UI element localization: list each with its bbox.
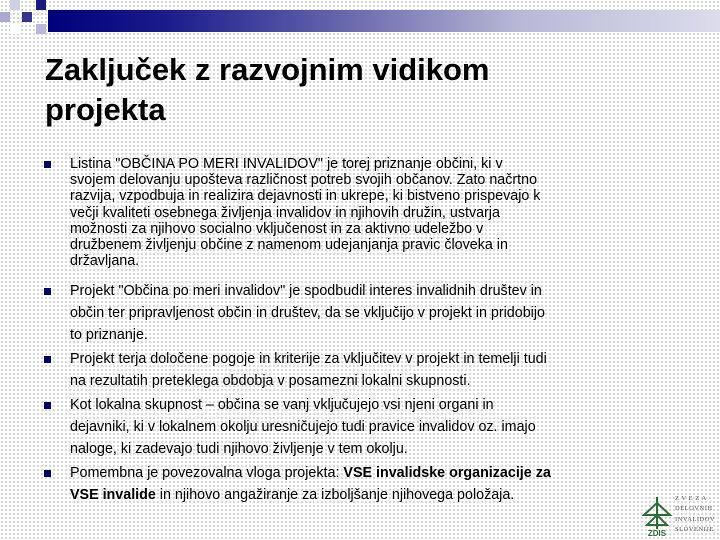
bullet-text: Pomembna je povezovalna vloga projekta: [70, 465, 344, 482]
bullet-line: državljana. [70, 253, 140, 270]
bullet-line: možnosti za njihovo socialno vključenost in za aktivno udeležbo v [70, 220, 484, 237]
corner-square [10, 0, 20, 10]
bullet-list [44, 156, 684, 506]
corner-square [22, 12, 32, 22]
logo-text-line: INVALIDOV [675, 515, 716, 523]
square-bullet-icon [44, 402, 51, 409]
bullet-item [44, 156, 684, 269]
logo-text-line: Z V E Z A [675, 495, 707, 502]
bullet-line: to priznanje. [70, 327, 148, 344]
zdis-logo [641, 493, 719, 537]
slide-title [45, 50, 665, 130]
bullet-item [44, 462, 684, 506]
bullet-item [44, 348, 684, 392]
bullet-line: naloge, ki zadevajo tudi njihovo življenje v tem okolju. [70, 441, 408, 458]
corner-decoration [0, 0, 48, 36]
bullet-line: Projekt "Občina po meri invalidov" je spodbudil interes invalidnih društev in [70, 283, 542, 300]
bullet-emphasis: VSE invalidske organizacije za [343, 465, 551, 482]
zdis-logo-mark-text: ZDIS [647, 529, 667, 537]
bullet-line: Projekt terja določene pogoje in kriterije za vključitev v projekt in temelji tudi [70, 351, 547, 368]
corner-square [36, 24, 46, 34]
logo-text-line: DELOVNIH [675, 505, 713, 513]
bullet-line: na rezultatih preteklega obdobja v posamezni lokalni skupnosti. [70, 373, 471, 390]
bullet-line: svojem delovanju upošteva različnost potreb svojih občanov. Zato načrtno [70, 172, 538, 189]
bullet-line: Kot lokalna skupnost – občina se vanj vključujejo vsi njeni organi in [70, 397, 494, 414]
bullet-item [44, 394, 684, 460]
square-bullet-icon [44, 356, 51, 363]
slide-title-line-1: Zaključek z razvojnim vidikom [45, 52, 490, 87]
square-bullet-icon [44, 288, 51, 295]
zdis-logo-mark-icon [641, 493, 673, 537]
bullet-line: družbenem življenju občine z namenom udejanjanja pravic človeka in [70, 237, 508, 254]
corner-square [0, 12, 10, 22]
bullet-emphasis: VSE invalide [70, 487, 156, 504]
bullet-line: dejavniki, ki v lokalnem okolju uresničujejo tudi pravice invalidov oz. imajo [70, 419, 536, 436]
square-bullet-icon [44, 161, 51, 168]
logo-text-line: SLOVENIJE [675, 526, 714, 534]
bullet-line: večji kvaliteti osebnega življenja invalidov in njihovih družin, ustvarja [70, 204, 500, 221]
corner-square [36, 0, 46, 10]
bullet-line: razvija, vzpodbuja in realizira dejavnosti in ukrepe, ki bistveno prispevajo k [70, 188, 541, 205]
square-bullet-icon [44, 470, 51, 477]
bullet-text: in njihovo angažiranje za izboljšanje njihovega položaja. [155, 487, 515, 504]
corner-square [10, 24, 20, 34]
header-gradient-band [48, 10, 720, 32]
bullet-line: Listina "OBČINA PO MERI INVALIDOV" je torej priznanje občini, ki v [70, 156, 503, 172]
zdis-logo-text [675, 494, 719, 536]
slide-title-line-2: projekta [45, 92, 166, 127]
bullet-item [44, 280, 684, 346]
bullet-line: občin ter pripravljenost občin in društev, da se vključijo v projekt in pridobijo [70, 305, 545, 322]
